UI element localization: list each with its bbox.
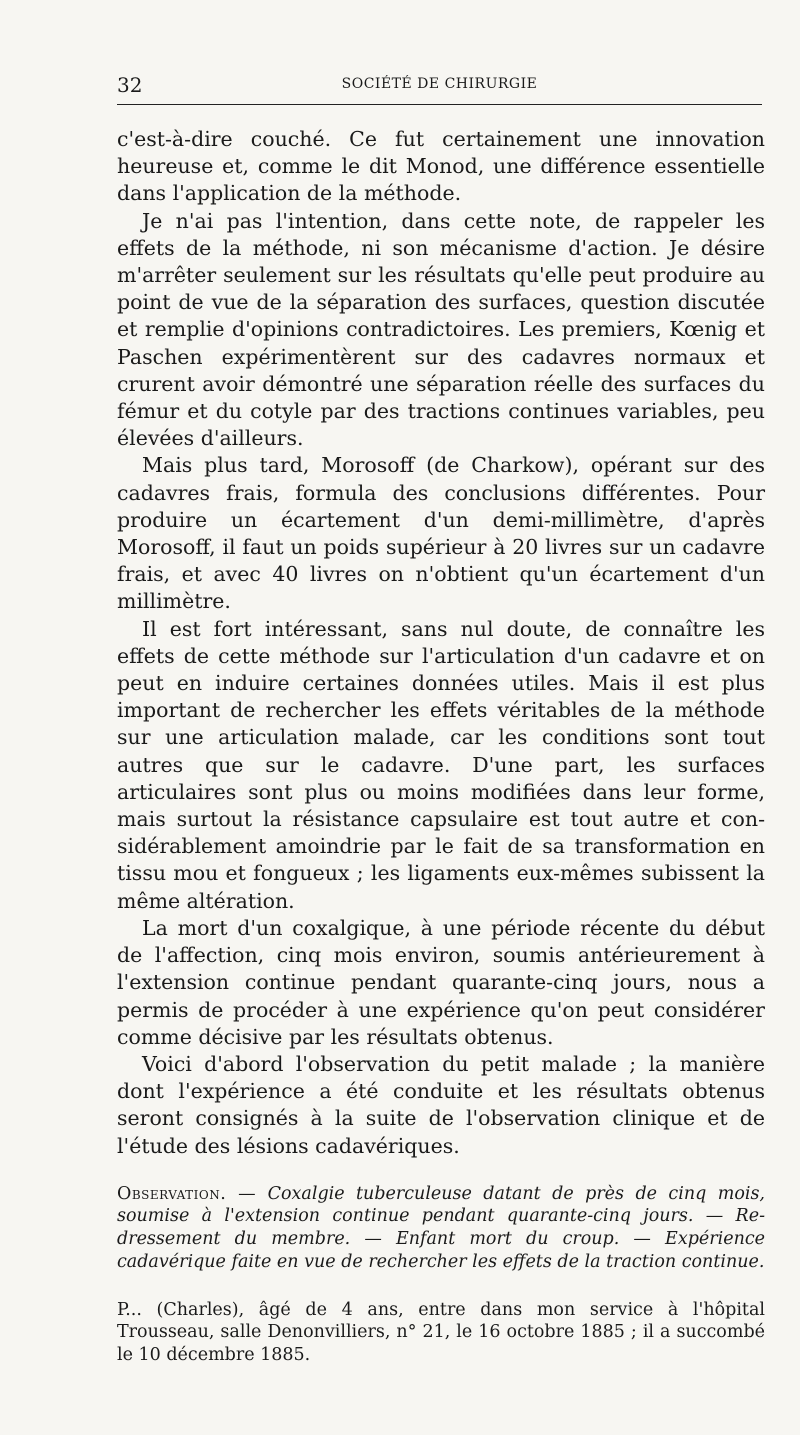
header-rule [117,104,762,105]
running-head: SOCIÉTÉ DE CHIRURGIE [341,76,538,92]
case-paragraph: P... (Charles), âgé de 4 ans, entre dans mon service à l'hôpital Trousseau, salle Denonvilliers, n° 21, le 16 octobre 1885 ; il a succombé le 10 décembre 1885. [117,1299,765,1365]
page-header [117,70,762,100]
paragraph: Mais plus tard, Morosoff (de Charkow), opérant sur des cadavres frais, formula des conclusions différentes. Pour produire un écartement d'un demi-millimètre, d'après Morosoff, il faut un poids supérieur à 20 livres sur un cadavre frais, et avec 40 livres on n'obtient qu'un écartement d'un millimètre. [117,453,765,614]
paragraph: Il est fort intéressant, sans nul doute, de connaître les effets de cette méthode sur l'articulation d'un cadavre et on peut en induire certaines données utiles. Mais il est plus important de rechercher les effets véritables de la méthode sur une articulation malade, car les conditions sont tout autres que sur le cadavre. D'une part, les surfaces articulaires sont plus ou moins modifiées dans leur forme, mais surtout la résistance capsulaire est tout autre et considérablement amoindrie par le fait de sa transformation en tissu mou et fongueux ; les ligaments eux-mêmes subissent la même altération. [117,616,765,913]
paragraph: Voici d'abord l'observation du petit malade ; la manière dont l'expérience a été conduite et les résultats obtenus seront consignés à la suite de l'observation clinique et de l'étude des lésions cadavériques. [117,1051,765,1158]
paragraph: La mort d'un coxalgique, à une période récente du début de l'affection, cinq mois environ, soumis antérieurement à l'extension continue pendant quarante-cinq jours, nous a permis de procéder à une expérience qu'on peut considérer comme décisive par les résultats obtenus. [117,915,765,1049]
observation-title: Coxalgie tuberculeuse datant de près de cinq mois, soumise à l'extension continue pendant quarante-cinq jours. — Redressement du membre. — Enfant mort du croup. — Expérience cadavérique faite en vue de rechercher les effets de la traction continue. [117,1183,765,1272]
paragraph: Je n'ai pas l'intention, dans cette note, de rappeler les effets de la méthode, ni son mécanisme d'action. Je désire m'arrêter seulement sur les résultats qu'elle peut produire au point de vue de la séparation des surfaces, question discutée et remplie d'opinions contradictoires. Les premiers, Kœnig et Paschen expérimentèrent sur des cadavres normaux et crurent avoir démontré une séparation réelle des surfaces du fémur et du cotyle par des tractions continues variables, peu élevées d'ailleurs. [117,208,765,451]
observation-label: Observation. — [117,1183,257,1204]
body-text [117,126,765,1367]
paragraph: c'est-à-dire couché. Ce fut certainement une innovation heureuse et, comme le dit Monod, une différence essentielle dans l'application de la méthode. [117,127,765,206]
page-number: 32 [117,73,143,97]
observation-heading [117,1183,765,1274]
